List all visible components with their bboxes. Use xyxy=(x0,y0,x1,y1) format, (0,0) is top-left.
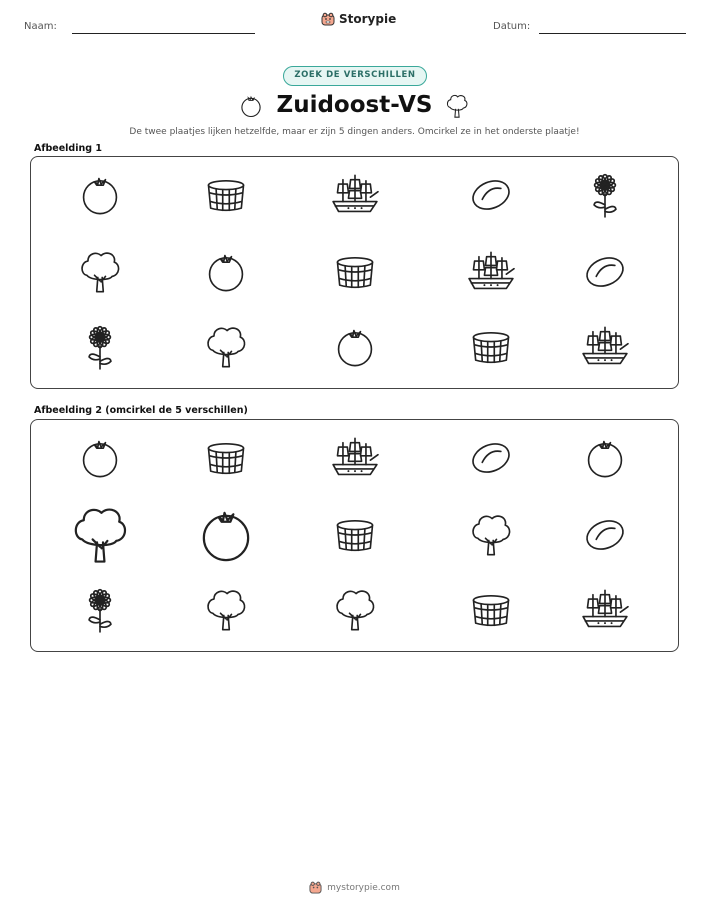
picture1-label: Afbeelding 1 xyxy=(34,143,102,154)
picture2-pecan-icon[interactable] xyxy=(468,435,514,481)
picture2-sunflower-icon[interactable] xyxy=(77,587,123,633)
picture2-basket-icon[interactable] xyxy=(468,587,514,633)
picture2-tree-icon[interactable] xyxy=(203,587,249,633)
picture2-panel[interactable] xyxy=(30,419,679,652)
storypie-footer-icon xyxy=(309,881,322,894)
picture2-orange-icon[interactable] xyxy=(77,435,123,481)
picture2-pecan-icon[interactable] xyxy=(582,512,628,558)
picture1-orange-icon xyxy=(332,324,378,370)
picture1-sunflower-icon xyxy=(582,172,628,218)
picture2-ship-icon[interactable] xyxy=(582,587,628,633)
picture1-tree-icon xyxy=(203,324,249,370)
picture2-basket-icon[interactable] xyxy=(332,512,378,558)
name-line[interactable] xyxy=(72,33,255,34)
storypie-logo-icon xyxy=(321,12,335,26)
name-label: Naam: xyxy=(24,21,57,32)
footer xyxy=(0,881,709,894)
picture2-tree-icon[interactable] xyxy=(69,504,131,566)
picture2-tree-icon[interactable] xyxy=(468,512,514,558)
picture1-panel xyxy=(30,156,679,389)
picture1-ship-icon xyxy=(332,172,378,218)
picture1-pecan-icon xyxy=(582,249,628,295)
picture1-ship-icon xyxy=(468,249,514,295)
picture2-tree-icon[interactable] xyxy=(332,587,378,633)
instructions: De twee plaatjes lijken hetzelfde, maar er zijn 5 dingen anders. Omcirkel ze in het onderste plaatje! xyxy=(129,127,580,137)
worksheet-type-badge: ZOEK DE VERSCHILLEN xyxy=(283,66,427,86)
picture1-ship-icon xyxy=(582,324,628,370)
picture1-pecan-icon xyxy=(468,172,514,218)
picture1-sunflower-icon xyxy=(77,324,123,370)
brand-name: Storypie xyxy=(339,12,397,26)
tree-icon xyxy=(443,92,471,120)
page-title: Zuidoost-VS xyxy=(276,92,433,118)
picture1-orange-icon xyxy=(203,249,249,295)
picture1-tree-icon xyxy=(77,249,123,295)
picture1-basket-icon xyxy=(332,249,378,295)
picture2-orange-icon[interactable] xyxy=(195,504,257,566)
footer-url[interactable]: mystorypie.com xyxy=(327,882,400,893)
date-label: Datum: xyxy=(493,21,531,32)
picture2-basket-icon[interactable] xyxy=(203,435,249,481)
picture2-orange-icon[interactable] xyxy=(582,435,628,481)
picture1-basket-icon xyxy=(468,324,514,370)
date-line[interactable] xyxy=(539,33,686,34)
brand-logo xyxy=(321,12,396,26)
picture1-orange-icon xyxy=(77,172,123,218)
picture2-ship-icon[interactable] xyxy=(332,435,378,481)
picture2-label: Afbeelding 2 (omcirkel de 5 verschillen) xyxy=(34,405,248,416)
picture1-basket-icon xyxy=(203,172,249,218)
